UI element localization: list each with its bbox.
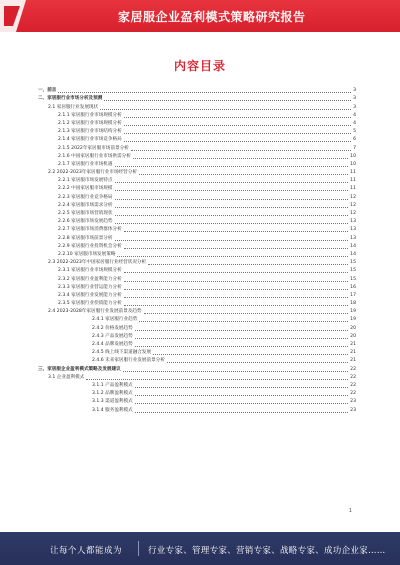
toc-leader-dots [133, 157, 348, 159]
logo-icon [0, 0, 46, 32]
toc-entry-title: 2.4.4 品牌发展趋势 [92, 342, 133, 347]
toc-entry-title: 三、家居服企业盈利模式策略及发展建议 [38, 366, 121, 372]
toc-leader-dots [153, 353, 348, 355]
toc-entry-title: 2.3.3 家居服行业营运能力分析 [58, 284, 122, 290]
toc-entry-page: 11 [350, 178, 356, 184]
toc-leader-dots [135, 386, 348, 388]
toc-entry[interactable] [38, 94, 356, 102]
toc-entry[interactable] [38, 405, 356, 413]
toc-leader-dots [115, 222, 349, 224]
toc-entry[interactable] [38, 381, 356, 389]
toc-entry[interactable] [38, 201, 356, 209]
toc-entry-page: 12 [350, 211, 356, 216]
toc-entry-page: 20 [350, 325, 356, 331]
toc-entry-page: 22 [350, 374, 356, 380]
toc-entry-title: 3.1 企业盈利模式 [48, 374, 85, 380]
toc-entry[interactable] [38, 299, 356, 307]
toc-entry[interactable] [38, 250, 356, 258]
toc-entry-page: 20 [350, 333, 356, 339]
toc-entry[interactable] [38, 135, 356, 143]
toc-entry-title: 2.4.5 线上线下渠道融合发展 [92, 350, 152, 356]
toc-leader-dots [124, 280, 348, 282]
toc-leader-dots [135, 345, 348, 347]
toc-leader-dots [115, 198, 349, 200]
toc-entry-page: 18 [350, 301, 356, 307]
toc-leader-dots [135, 402, 348, 404]
toc-entry-title: 2.2.4 家居服市场需求分析 [58, 202, 113, 208]
toc-entry-page: 11 [350, 186, 356, 192]
toc-entry[interactable] [38, 176, 356, 184]
toc-entry[interactable] [38, 266, 356, 274]
toc-leader-dots [86, 378, 348, 380]
toc-entry[interactable] [38, 102, 356, 110]
toc-entry-title: 2.4.1 家居服行业趋势 [92, 317, 138, 323]
toc-leader-dots [115, 189, 349, 191]
toc-entry[interactable] [38, 258, 356, 266]
toc-entry-page: 22 [350, 366, 356, 372]
toc-leader-dots [124, 247, 348, 249]
toc-entry-page: 5 [353, 129, 356, 135]
toc-entry[interactable] [38, 348, 356, 356]
toc-entry-title: 2.3.5 家居服行业偿债能力分析 [58, 301, 122, 307]
toc-entry-page: 21 [350, 342, 356, 347]
footer-slogan-right: 行业专家、管理专家、营销专家、战略专家、成功企业家…… [148, 546, 386, 556]
toc-entry[interactable] [38, 86, 356, 94]
toc-entry-title: 2.1.2 家居服行业市场规模分析 [58, 120, 122, 126]
toc-entry-page: 3 [353, 104, 356, 110]
toc-entry[interactable] [38, 291, 356, 299]
toc-entry-title: 2.2.5 家居服市场营销现状 [58, 211, 113, 216]
toc-entry-page: 23 [350, 399, 356, 405]
toc-entry-page: 15 [350, 260, 356, 266]
toc-entry[interactable] [38, 364, 356, 372]
toc-leader-dots [139, 173, 348, 175]
toc-entry-title: 2.1.4 家居服行业市场竞争格局 [58, 137, 122, 143]
toc-entry-page: 13 [350, 227, 356, 233]
toc-entry[interactable] [38, 225, 356, 233]
toc-entry-title: 2.2.10 家居服市场发展策略 [58, 251, 116, 257]
footer-slogan-left: 让每个人都能成为 [50, 546, 123, 556]
toc-leader-dots [124, 140, 351, 142]
report-title: 家居服企业盈利模式策略研究报告 [118, 10, 306, 24]
toc-entry-title: 2.3.1 家居服行业市场规模分析 [58, 268, 122, 274]
toc-entry-title: 2.3.4 家居服行业发展能力分析 [58, 292, 122, 298]
toc-entry-title: 2.3.2 家居服行业盈利能力分析 [58, 276, 122, 282]
toc-leader-dots [115, 214, 349, 216]
toc-leader-dots [115, 165, 349, 167]
toc-entry[interactable] [38, 389, 356, 397]
toc-entry-page: 3 [353, 88, 356, 94]
toc-entry-title: 3.1.2 品牌盈利模式 [92, 391, 133, 397]
toc-entry-title: 2.4.2 价格发展趋势 [92, 325, 133, 331]
toc-leader-dots [135, 337, 348, 339]
toc-entry-page: 10 [350, 153, 356, 159]
toc-leader-dots [117, 255, 348, 257]
toc-entry[interactable] [38, 184, 356, 192]
toc-leader-dots [135, 394, 348, 396]
footer-bar [0, 532, 400, 565]
toc-entry[interactable] [38, 323, 356, 331]
toc-entry-page: 23 [350, 407, 356, 413]
toc-leader-dots [115, 181, 349, 183]
toc-heading: 内容目录 [173, 59, 226, 73]
toc-entry-page: 12 [350, 194, 356, 200]
toc-entry-page: 21 [350, 358, 356, 364]
toc-entry-title: 2.1.3 家居服行业市场结构分析 [58, 129, 122, 135]
toc-leader-dots [100, 108, 351, 110]
toc-entry-page: 22 [350, 382, 356, 388]
toc-entry[interactable] [38, 307, 356, 315]
toc-entry-page: 6 [353, 137, 356, 143]
toc-entry-title: 2.2.8 家居服市场前景分析 [58, 235, 113, 241]
toc-entry-page: 4 [353, 112, 356, 118]
toc-leader-dots [139, 320, 348, 322]
toc-entry-page: 14 [350, 251, 356, 257]
toc-entry[interactable] [38, 160, 356, 168]
toc-entry-title: 2.1.1 家居服行业市场规模分析 [58, 112, 122, 118]
toc-entry-title: 2.1.7 家居服行业市场机遇 [58, 161, 113, 167]
toc-entry-title: 2.4 2023-2028年家居服行业发展前景及趋势 [48, 309, 142, 315]
toc-entry-title: 2.2.7 家居服市场消费群体分析 [58, 227, 122, 233]
toc-entry[interactable] [38, 315, 356, 323]
table-of-contents [38, 86, 356, 414]
toc-leader-dots [135, 329, 348, 331]
toc-entry-title: 2.2 2022-2023年家居服行业市场经营分析 [48, 170, 137, 176]
toc-entry-title: 2.2.1 家居服市场发展特点 [58, 178, 113, 184]
toc-entry-title: 2.2.3 家居服行业竞争格局 [58, 194, 113, 200]
toc-entry-page: 15 [350, 276, 356, 282]
toc-entry[interactable] [38, 233, 356, 241]
toc-entry[interactable] [38, 119, 356, 127]
toc-entry-page: 15 [350, 268, 356, 274]
toc-entry-page: 11 [350, 170, 356, 176]
report-header-bar [0, 0, 400, 32]
toc-entry-title: 2.1.6 中国家居服行业市场供需分析 [58, 153, 131, 159]
toc-entry-title: 2.4.6 未来家居服行业发展前景分析 [92, 358, 165, 364]
toc-entry-title: 3.1.1 产品盈利模式 [92, 382, 133, 388]
toc-entry[interactable] [38, 373, 356, 381]
toc-leader-dots [58, 91, 351, 93]
toc-entry-page: 14 [350, 243, 356, 249]
toc-leader-dots [148, 263, 348, 265]
toc-leader-dots [115, 239, 349, 241]
toc-entry-page: 17 [350, 292, 356, 298]
toc-entry-title: 2.2.2 中国家居服市场规模 [58, 186, 113, 192]
toc-entry[interactable] [38, 192, 356, 200]
toc-leader-dots [124, 132, 351, 134]
toc-entry[interactable] [38, 168, 356, 176]
toc-entry-title: 二、家居服行业市场分析及预测 [38, 96, 103, 102]
toc-leader-dots [124, 230, 348, 232]
toc-entry[interactable] [38, 242, 356, 250]
toc-leader-dots [124, 116, 351, 118]
toc-leader-dots [167, 361, 348, 363]
toc-leader-dots [131, 149, 351, 151]
toc-entry[interactable] [38, 111, 356, 119]
toc-entry[interactable] [38, 127, 356, 135]
toc-entry[interactable] [38, 397, 356, 405]
toc-entry-title: 3.1.3 渠道盈利模式 [92, 399, 133, 405]
toc-leader-dots [124, 124, 351, 126]
toc-leader-dots [123, 370, 348, 372]
toc-entry-title: 2.1 家居服行业发展现状 [48, 104, 99, 110]
toc-leader-dots [144, 312, 349, 314]
toc-entry-title: 2.4.3 产品发展趋势 [92, 333, 133, 339]
toc-entry-title: 2.2.9 家居服行业投资机会分析 [58, 243, 122, 249]
toc-entry-page: 10 [350, 161, 356, 167]
toc-entry[interactable] [38, 340, 356, 348]
toc-entry-page: 12 [350, 202, 356, 208]
toc-leader-dots [124, 288, 348, 290]
toc-entry[interactable] [38, 217, 356, 225]
page-number: 1 [348, 508, 352, 514]
toc-entry-title: 2.3 2022-2023年中国家居服行业经营状况分析 [48, 260, 147, 266]
toc-entry[interactable] [38, 332, 356, 340]
toc-entry-page: 13 [350, 219, 356, 225]
toc-entry-page: 19 [350, 317, 356, 323]
footer-divider [138, 541, 139, 556]
toc-entry[interactable] [38, 283, 356, 291]
toc-entry[interactable] [38, 209, 356, 217]
toc-entry-page: 19 [350, 309, 356, 315]
toc-entry-page: 13 [350, 235, 356, 241]
toc-entry[interactable] [38, 274, 356, 282]
toc-entry-page: 22 [350, 391, 356, 397]
toc-entry-page: 16 [350, 284, 356, 290]
toc-entry[interactable] [38, 152, 356, 160]
toc-leader-dots [124, 271, 348, 273]
toc-entry[interactable] [38, 143, 356, 151]
toc-entry[interactable] [38, 356, 356, 364]
toc-entry-page: 4 [353, 120, 356, 126]
toc-leader-dots [104, 99, 351, 101]
toc-leader-dots [124, 304, 348, 306]
toc-entry-title: 一、前言 [38, 88, 57, 94]
toc-entry-page: 21 [350, 350, 356, 356]
toc-entry-page: 7 [353, 145, 356, 151]
toc-entry-title: 2.1.5 2022年家居服市场前景分析 [58, 145, 129, 151]
toc-leader-dots [135, 411, 348, 413]
toc-entry-title: 2.2.6 家居服市场发展趋势 [58, 219, 113, 225]
toc-leader-dots [115, 206, 349, 208]
toc-entry-page: 3 [353, 96, 356, 102]
toc-leader-dots [124, 296, 348, 298]
toc-entry-title: 3.1.4 服务盈利模式 [92, 407, 133, 413]
